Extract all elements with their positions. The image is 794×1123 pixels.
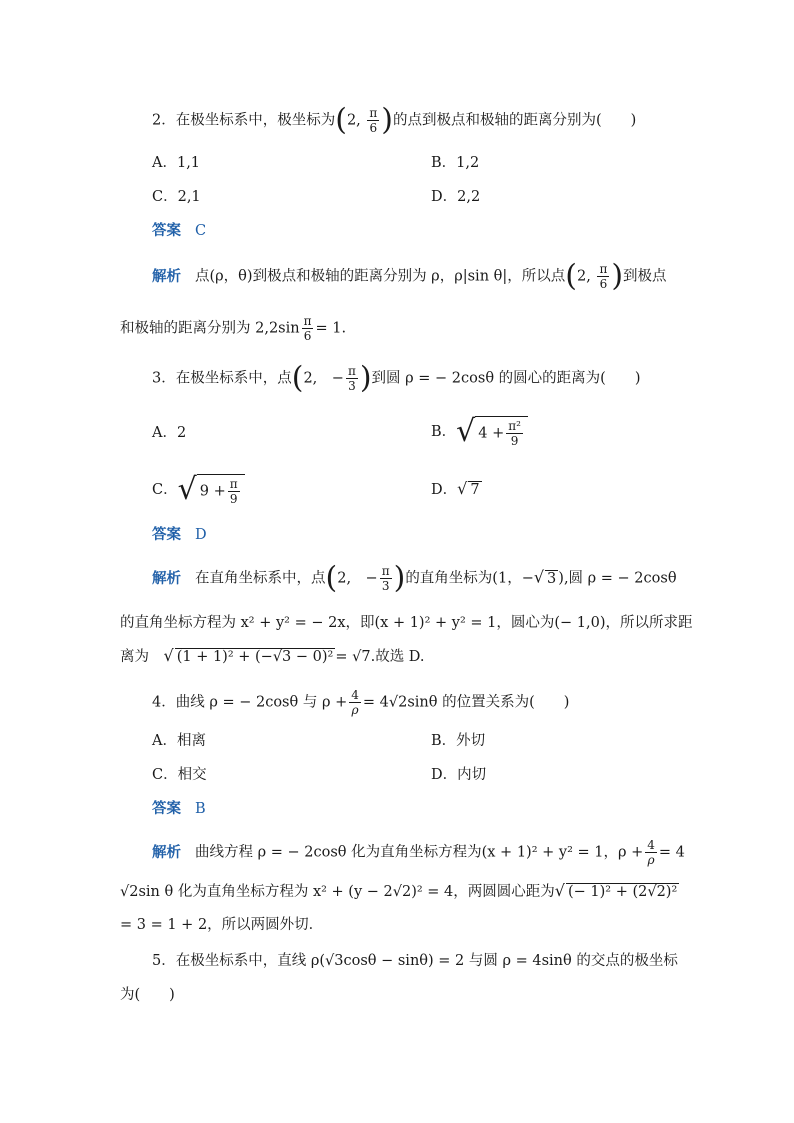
q2-answer: 答案 C: [152, 222, 207, 239]
q4-solution-line1: 解析 曲线方程 ρ = − 2cosθ 化为直角坐标方程为(x + 1)² + y² = 1，ρ + $\frac{4}{\rho}$ = 4: [152, 838, 685, 867]
q3-solution-line3: 离为 √ (1 + 1)² + (−√3 − 0)² = √7.故选 D.: [120, 646, 425, 665]
q2-solution-line2: 和极轴的距离分别为 2,2sin $\frac{\pi}{6}$ = 1.: [120, 314, 347, 343]
q4-answer: 答案 B: [152, 800, 206, 817]
q5-stem-line1: 5．在极坐标系中，直线 ρ(√3cosθ − sinθ) = 2 与圆 ρ = 4sinθ 的交点的极坐标: [152, 953, 678, 969]
q3-stem: 3．在极坐标系中，点(2, − $\frac{\pi}{3}$ )到圆 ρ = − 2cosθ 的圆心的距离为( ): [152, 360, 641, 396]
q2-solution-line1: 解析 点(ρ，θ)到极点和极轴的距离分别为 ρ，ρ|sin θ|，所以点(2, $\frac{\pi}{6}$ )到极点: [152, 258, 667, 294]
q3-solution-line2: 的直角坐标方程为 x² + y² = − 2x，即(x + 1)² + y² = 1，圆心为(− 1,0)，所以所求距: [120, 615, 693, 631]
q2-option-b: B．1,2: [431, 155, 480, 171]
q3-option-a: A．2: [152, 425, 187, 441]
q4-solution-line2: √2sin θ 化为直角坐标方程为 x² + (y − 2√2)² = 4，两圆圆心距为√ (− 1)² + (2√2)²: [120, 881, 678, 900]
q3-answer: 答案 D: [152, 526, 207, 543]
q4-solution-line3: = 3 = 1 + 2，所以两圆外切．: [120, 917, 324, 933]
q2-stem: 2．在极坐标系中，极坐标为(2, $\frac{\pi}{6}$ )的点到极点和极轴的距离分别为( ): [152, 102, 637, 138]
q4-option-b: B．外切: [431, 733, 486, 749]
q2-option-c: C．2,1: [152, 189, 201, 205]
q3-option-b: B．√ 4 + $\frac{\text{π²}}{9}$: [431, 416, 528, 448]
q4-option-d: D．内切: [431, 767, 487, 783]
q4-option-a: A．相离: [152, 733, 206, 749]
q3-option-d: D．√ 7: [431, 479, 480, 498]
q4-stem: 4．曲线 ρ = − 2cosθ 与 ρ + $\frac{4}{\rho}$ = 4√2sinθ 的位置关系为( ): [152, 688, 570, 717]
q2-option-d: D．2,2: [431, 189, 481, 205]
q3-solution-line1: 解析 在直角坐标系中，点(2, − $\frac{\pi}{3}$ )的直角坐标为(1，−√ 3 ),圆 ρ = − 2cosθ: [152, 560, 677, 596]
q2-option-a: A．1,1: [152, 155, 201, 171]
q5-stem-line2: 为( ): [120, 987, 175, 1003]
q4-option-c: C．相交: [152, 767, 207, 783]
q3-option-c: C．√ 9 + $\frac{\pi}{9}$: [152, 474, 245, 506]
